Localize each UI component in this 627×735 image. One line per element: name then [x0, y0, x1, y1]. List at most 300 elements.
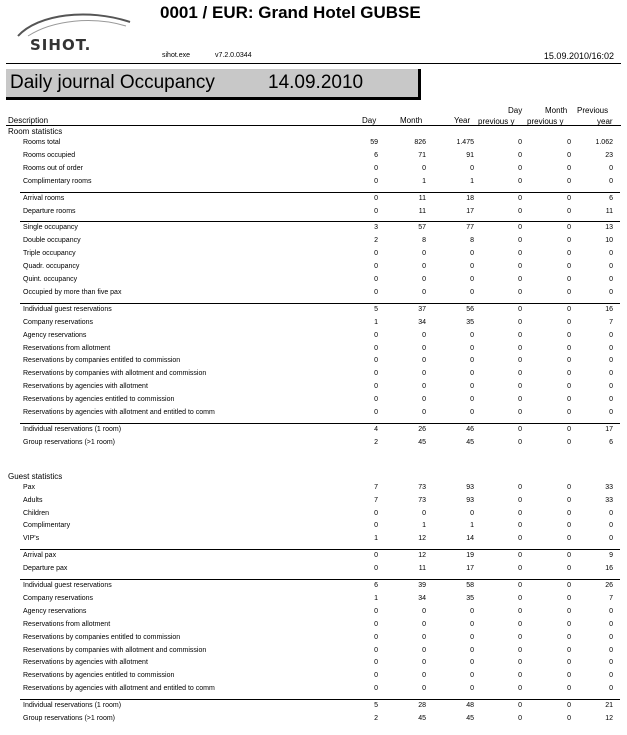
row-value: 0: [518, 483, 522, 491]
row-value: 0: [470, 509, 474, 517]
row-value: 0: [518, 344, 522, 352]
row-value: 0: [609, 357, 613, 365]
row-value: 0: [518, 151, 522, 159]
row-value: 0: [470, 331, 474, 339]
row-value: 0: [609, 522, 613, 530]
group-divider: [20, 303, 620, 304]
row-label: Departure rooms: [23, 207, 76, 215]
row-value: 0: [518, 659, 522, 667]
row-value: 826: [414, 139, 426, 146]
row-value: 0: [518, 331, 522, 339]
row-value: 0: [567, 139, 571, 146]
row-value: 12: [418, 535, 426, 543]
row-value: 0: [518, 607, 522, 615]
row-label: Reservations by companies with allotment and commission: [23, 646, 207, 654]
col-month: Month: [400, 116, 423, 125]
row-value: 0: [518, 509, 522, 517]
row-value: 3: [374, 224, 378, 232]
row-value: 0: [374, 409, 378, 416]
row-value: 0: [470, 620, 474, 628]
row-value: 0: [567, 582, 571, 589]
row-value: 0: [374, 276, 378, 283]
row-value: 0: [470, 288, 474, 296]
row-value: 0: [567, 396, 571, 404]
row-label: Reservations by agencies entitled to commission: [23, 672, 175, 680]
row-value: 0: [567, 409, 571, 416]
row-value: 8: [470, 237, 474, 245]
row-value: 0: [567, 250, 571, 258]
row-value: 0: [374, 646, 378, 654]
logo-text: SIHOT.: [30, 36, 92, 54]
row-value: 0: [518, 409, 522, 416]
row-value: 0: [518, 250, 522, 258]
row-value: 0: [518, 646, 522, 654]
row-value: 0: [422, 263, 426, 271]
row-value: 0: [470, 383, 474, 391]
row-value: 34: [418, 318, 426, 326]
row-value: 0: [422, 357, 426, 365]
row-value: 58: [466, 582, 474, 589]
row-value: 0: [374, 552, 378, 560]
row-value: 26: [605, 582, 613, 589]
row-value: 0: [567, 276, 571, 283]
row-value: 71: [418, 151, 426, 159]
row-value: 0: [374, 250, 378, 258]
row-value: 0: [567, 702, 571, 710]
row-value: 26: [418, 425, 426, 433]
row-value: 0: [518, 224, 522, 232]
row-value: 0: [567, 288, 571, 296]
row-value: 0: [518, 685, 522, 693]
row-value: 0: [567, 318, 571, 326]
row-label: Quadr. occupancy: [23, 263, 80, 271]
journal-title: Daily journal Occupancy: [10, 72, 215, 93]
version: v7.2.0.0344: [215, 52, 252, 59]
row-value: 0: [374, 396, 378, 404]
group-divider: [20, 579, 620, 580]
journal-date: 14.09.2010: [268, 72, 364, 93]
row-value: 0: [609, 276, 613, 283]
row-value: 73: [418, 496, 426, 504]
row-label: Rooms occupied: [23, 151, 76, 159]
row-value: 0: [567, 370, 571, 378]
row-value: 0: [609, 331, 613, 339]
row-label: Reservations by companies with allotment and commission: [23, 370, 207, 378]
row-label: Double occupancy: [23, 237, 81, 245]
row-label: Group reservations (>1 room): [23, 438, 116, 446]
row-value: 0: [518, 438, 522, 446]
row-value: 0: [374, 177, 378, 185]
row-value: 0: [518, 305, 522, 313]
row-value: 0: [567, 565, 571, 573]
row-value: 0: [422, 633, 426, 641]
row-value: 0: [567, 659, 571, 667]
row-value: 39: [418, 582, 426, 589]
row-value: 0: [374, 685, 378, 693]
row-value: 0: [609, 344, 613, 352]
row-value: 0: [567, 331, 571, 339]
row-value: 1: [422, 177, 426, 185]
row-value: 0: [609, 263, 613, 271]
row-value: 21: [605, 702, 613, 710]
row-value: 0: [374, 288, 378, 296]
report-title: 0001 / EUR: Grand Hotel GUBSE: [160, 3, 421, 22]
row-value: 0: [567, 552, 571, 560]
row-value: 0: [567, 177, 571, 185]
row-label: Agency reservations: [23, 331, 87, 339]
row-value: 0: [567, 438, 571, 446]
row-value: 11: [418, 207, 426, 215]
row-label: Complimentary: [23, 522, 71, 530]
col-month-prev-top: Month: [545, 106, 568, 115]
row-value: 0: [374, 344, 378, 352]
row-value: 0: [374, 565, 378, 573]
row-value: 0: [470, 607, 474, 615]
row-value: 0: [470, 672, 474, 680]
row-value: 0: [567, 224, 571, 232]
row-value: 0: [518, 396, 522, 404]
row-value: 1: [374, 594, 378, 602]
row-value: 73: [418, 483, 426, 491]
row-value: 16: [605, 565, 613, 573]
row-value: 0: [422, 276, 426, 283]
row-value: 0: [422, 164, 426, 172]
col-prev-year-top: Previous: [577, 106, 609, 115]
row-value: 0: [374, 370, 378, 378]
row-value: 0: [374, 263, 378, 271]
row-label: Rooms out of order: [23, 164, 83, 172]
row-label: Group reservations (>1 room): [23, 715, 116, 722]
row-value: 0: [422, 509, 426, 517]
row-value: 33: [605, 483, 613, 491]
row-value: 45: [466, 438, 474, 446]
row-value: 0: [422, 383, 426, 391]
row-value: 2: [374, 237, 378, 245]
row-value: 56: [466, 305, 474, 313]
row-value: 45: [418, 438, 426, 446]
row-value: 0: [422, 620, 426, 628]
row-value: 0: [567, 607, 571, 615]
row-label: Children: [23, 509, 50, 517]
row-value: 0: [470, 685, 474, 693]
row-label: Single occupancy: [23, 224, 78, 232]
group-divider: [20, 192, 620, 193]
row-value: 0: [470, 263, 474, 271]
row-value: 2: [374, 715, 378, 722]
row-value: 0: [470, 659, 474, 667]
row-label: Departure pax: [23, 565, 68, 573]
row-value: 13: [605, 224, 613, 232]
row-value: 0: [567, 207, 571, 215]
row-value: 0: [609, 250, 613, 258]
row-value: 0: [518, 177, 522, 185]
row-value: 5: [374, 702, 378, 710]
col-day-prev-top: Day: [508, 106, 523, 115]
row-value: 0: [518, 139, 522, 146]
row-value: 10: [605, 237, 613, 245]
row-value: 0: [609, 177, 613, 185]
row-value: 18: [466, 194, 474, 202]
col-description: Description: [8, 116, 49, 125]
row-value: 0: [422, 250, 426, 258]
row-value: 0: [374, 509, 378, 517]
row-value: 35: [466, 594, 474, 602]
row-value: 0: [609, 633, 613, 641]
row-value: 0: [609, 288, 613, 296]
row-value: 0: [518, 594, 522, 602]
row-label: Individual reservations (1 room): [23, 702, 122, 710]
row-value: 0: [470, 357, 474, 365]
row-label: Triple occupancy: [23, 250, 76, 258]
row-value: 0: [422, 672, 426, 680]
row-value: 0: [567, 237, 571, 245]
group-divider: [20, 699, 620, 700]
row-value: 7: [609, 594, 613, 602]
row-value: 0: [567, 620, 571, 628]
row-value: 0: [567, 522, 571, 530]
row-value: 0: [518, 357, 522, 365]
row-value: 45: [418, 715, 426, 722]
row-value: 0: [470, 250, 474, 258]
report-datetime: 15.09.2010/16:02: [543, 51, 614, 61]
group-divider: [20, 549, 620, 550]
row-value: 0: [518, 702, 522, 710]
row-value: 0: [374, 194, 378, 202]
row-value: 0: [567, 164, 571, 172]
row-value: 0: [518, 425, 522, 433]
row-label: Individual reservations (1 room): [23, 425, 122, 433]
row-value: 0: [609, 620, 613, 628]
section-title: Guest statistics: [8, 471, 63, 481]
row-label: Pax: [23, 483, 36, 491]
row-value: 6: [609, 194, 613, 202]
row-value: 0: [567, 383, 571, 391]
row-value: 0: [567, 633, 571, 641]
row-value: 0: [609, 396, 613, 404]
row-value: 0: [567, 594, 571, 602]
row-value: 93: [466, 496, 474, 504]
row-label: Reservations by agencies entitled to commission: [23, 396, 175, 404]
row-value: 34: [418, 594, 426, 602]
row-value: 0: [518, 620, 522, 628]
row-value: 0: [567, 194, 571, 202]
row-value: 12: [418, 552, 426, 560]
row-label: VIP's: [23, 535, 40, 543]
row-value: 0: [609, 659, 613, 667]
row-label: Rooms total: [23, 139, 61, 146]
row-value: 2: [374, 438, 378, 446]
row-value: 0: [374, 620, 378, 628]
row-value: 9: [609, 552, 613, 560]
row-value: 6: [609, 438, 613, 446]
row-value: 17: [466, 565, 474, 573]
row-label: Reservations by agencies with allotment: [23, 383, 148, 391]
row-value: 0: [518, 496, 522, 504]
row-value: 1: [422, 522, 426, 530]
row-value: 0: [567, 357, 571, 365]
row-value: 0: [518, 207, 522, 215]
row-value: 0: [518, 672, 522, 680]
row-value: 0: [609, 409, 613, 416]
row-value: 0: [374, 357, 378, 365]
group-divider: [20, 221, 620, 222]
row-value: 7: [374, 483, 378, 491]
row-value: 0: [422, 396, 426, 404]
row-value: 0: [567, 263, 571, 271]
row-value: 0: [567, 496, 571, 504]
row-label: Reservations by companies entitled to commission: [23, 357, 181, 365]
row-label: Reservations from allotment: [23, 344, 111, 352]
row-value: 5: [374, 305, 378, 313]
row-value: 0: [422, 288, 426, 296]
row-label: Individual guest reservations: [23, 305, 112, 313]
col-day: Day: [362, 116, 377, 125]
row-label: Agency reservations: [23, 607, 87, 615]
row-value: 59: [370, 139, 378, 146]
row-value: 93: [466, 483, 474, 491]
row-value: 0: [518, 633, 522, 641]
row-value: 1: [470, 177, 474, 185]
row-value: 0: [374, 164, 378, 172]
row-value: 0: [609, 535, 613, 543]
row-value: 0: [518, 370, 522, 378]
row-value: 12: [605, 715, 613, 722]
row-value: 16: [605, 305, 613, 313]
row-value: 0: [374, 383, 378, 391]
row-value: 0: [518, 715, 522, 722]
row-value: 0: [470, 276, 474, 283]
row-label: Reservations by agencies with allotment and entitled to comm: [23, 685, 215, 693]
row-value: 0: [609, 509, 613, 517]
row-label: Reservations from allotment: [23, 620, 111, 628]
row-label: Reservations by companies entitled to commission: [23, 633, 181, 641]
row-value: 0: [374, 207, 378, 215]
row-value: 45: [466, 715, 474, 722]
row-value: 91: [466, 151, 474, 159]
row-value: 0: [374, 607, 378, 615]
row-value: 33: [605, 496, 613, 504]
row-value: 6: [374, 151, 378, 159]
row-value: 0: [567, 715, 571, 722]
group-divider: [20, 423, 620, 424]
row-value: 0: [518, 535, 522, 543]
row-value: 57: [418, 224, 426, 232]
row-label: Company reservations: [23, 594, 94, 602]
row-value: 11: [418, 194, 426, 202]
row-value: 19: [466, 552, 474, 560]
col-month-prev-bottom: previous y: [527, 117, 564, 126]
row-value: 0: [518, 164, 522, 172]
row-value: 7: [374, 496, 378, 504]
row-value: 1.062: [595, 139, 613, 146]
row-label: Complimentary rooms: [23, 177, 92, 185]
row-value: 28: [418, 702, 426, 710]
row-value: 0: [518, 276, 522, 283]
row-value: 0: [374, 659, 378, 667]
row-value: 0: [470, 344, 474, 352]
row-label: Occupied by more than five pax: [23, 288, 122, 296]
row-value: 0: [422, 344, 426, 352]
row-value: 0: [422, 685, 426, 693]
row-label: Company reservations: [23, 318, 94, 326]
row-value: 0: [567, 509, 571, 517]
row-value: 17: [466, 207, 474, 215]
col-day-prev-bottom: previous y: [478, 117, 515, 126]
row-value: 0: [567, 305, 571, 313]
row-value: 48: [466, 702, 474, 710]
row-value: 1: [470, 522, 474, 530]
row-value: 0: [567, 425, 571, 433]
row-value: 0: [609, 607, 613, 615]
row-value: 0: [374, 633, 378, 641]
row-value: 0: [567, 344, 571, 352]
row-value: 14: [466, 535, 474, 543]
row-value: 0: [567, 685, 571, 693]
row-value: 0: [567, 646, 571, 654]
row-value: 0: [609, 685, 613, 693]
row-value: 8: [422, 237, 426, 245]
row-value: 1.475: [456, 139, 474, 146]
row-value: 0: [470, 164, 474, 172]
row-value: 0: [374, 522, 378, 530]
row-value: 0: [518, 383, 522, 391]
row-label: Individual guest reservations: [23, 582, 112, 589]
row-value: 17: [605, 425, 613, 433]
row-value: 0: [609, 672, 613, 680]
row-value: 0: [470, 409, 474, 416]
row-value: 0: [518, 263, 522, 271]
row-value: 0: [567, 535, 571, 543]
row-value: 0: [422, 331, 426, 339]
row-label: Quint. occupancy: [23, 276, 78, 283]
row-value: 77: [466, 224, 474, 232]
row-label: Arrival rooms: [23, 194, 65, 202]
row-value: 0: [518, 565, 522, 573]
row-value: 1: [374, 318, 378, 326]
row-value: 0: [518, 522, 522, 530]
row-value: 0: [374, 331, 378, 339]
row-value: 0: [470, 633, 474, 641]
row-value: 37: [418, 305, 426, 313]
row-label: Arrival pax: [23, 552, 57, 560]
row-value: 0: [609, 164, 613, 172]
row-value: 0: [422, 607, 426, 615]
row-value: 0: [518, 318, 522, 326]
row-value: 0: [518, 552, 522, 560]
row-value: 0: [470, 396, 474, 404]
row-value: 0: [422, 370, 426, 378]
col-year: Year: [454, 116, 471, 125]
row-value: 0: [422, 409, 426, 416]
row-value: 0: [518, 288, 522, 296]
row-value: 0: [518, 194, 522, 202]
row-value: 0: [422, 646, 426, 654]
row-value: 0: [518, 582, 522, 589]
row-value: 11: [605, 207, 613, 215]
row-label: Reservations by agencies with allotment: [23, 659, 148, 667]
row-value: 6: [374, 582, 378, 589]
row-value: 0: [422, 659, 426, 667]
row-value: 0: [609, 383, 613, 391]
row-value: 46: [466, 425, 474, 433]
row-value: 0: [470, 370, 474, 378]
section-title: Room statistics: [8, 127, 63, 136]
row-label: Reservations by agencies with allotment and entitled to comm: [23, 409, 215, 416]
row-label: Adults: [23, 496, 43, 504]
row-value: 23: [605, 151, 613, 159]
row-value: 0: [567, 483, 571, 491]
row-value: 0: [470, 646, 474, 654]
